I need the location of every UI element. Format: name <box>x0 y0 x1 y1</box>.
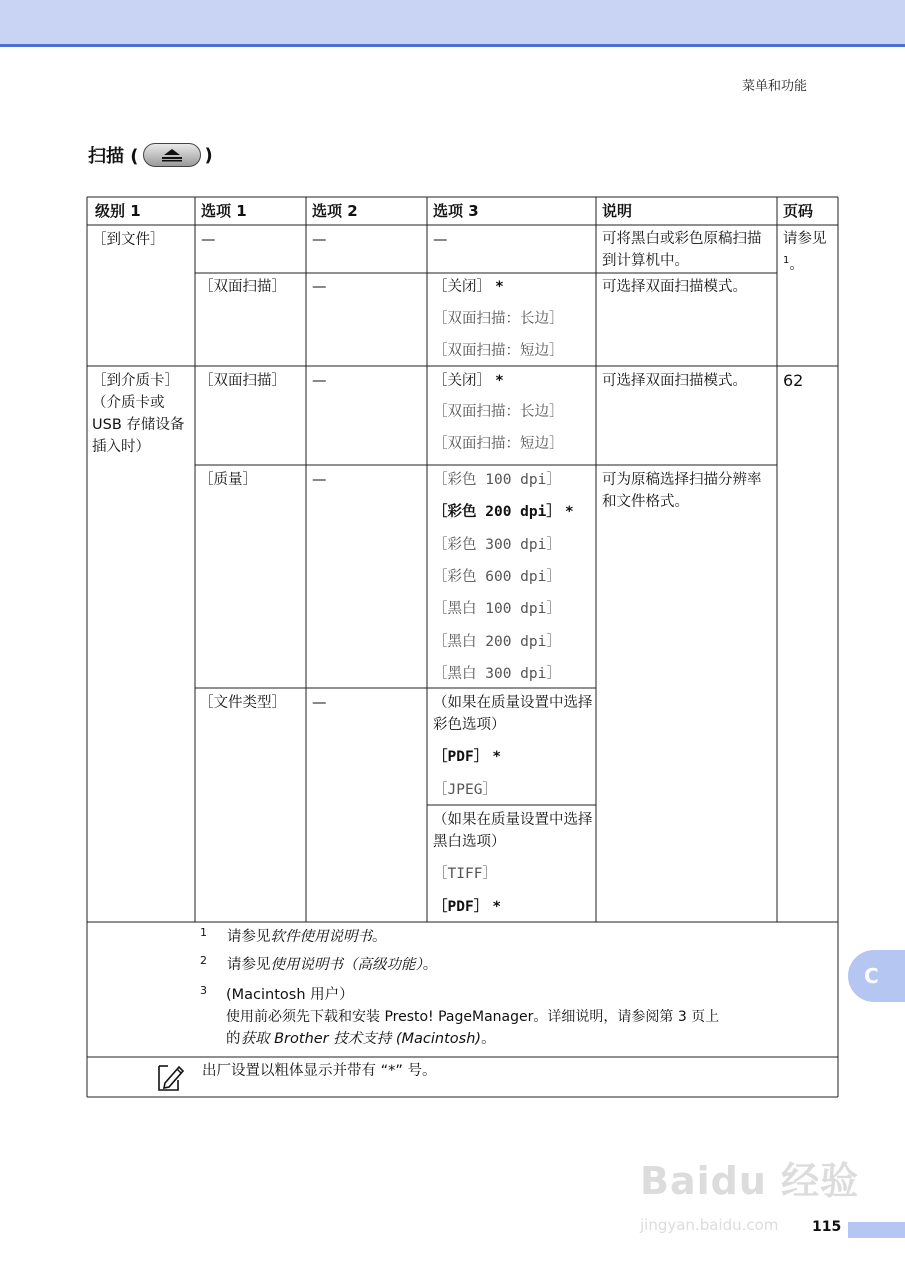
to-media-duplex-option: ［双面扫描］ <box>199 373 286 389</box>
footnote-1-post: 。 <box>372 929 387 945</box>
section-title-close: ) <box>204 144 213 166</box>
filetype-tiff: ［TIFF］ <box>433 866 497 882</box>
to-file-description: 可将黑白或彩色原稿扫描到计算机中。 <box>602 231 762 269</box>
watermark-url: jingyan.baidu.com <box>640 1216 779 1234</box>
footnote-2-pre: 请参见 <box>227 957 271 973</box>
quality-value: ［黑白 100 dpi］ <box>433 601 561 617</box>
filetype-option: ［文件类型］ <box>199 695 286 711</box>
footnote-1-number: 1 <box>200 926 207 939</box>
default-star: * <box>495 373 504 389</box>
quality-value: ［彩色 600 dpi］ <box>433 569 561 585</box>
level-to-media-label: ［到介质卡］ <box>92 373 179 389</box>
chapter-tab <box>848 950 905 1002</box>
header-option2: 选项 2 <box>312 202 358 220</box>
quality-description: 可为原稿选择扫描分辨率和文件格式。 <box>602 472 762 510</box>
to-file-page <box>783 228 833 276</box>
quality-value: ［彩色 300 dpi］ <box>433 537 561 553</box>
to-media-duplex-short: ［双面扫描：短边］ <box>433 436 564 452</box>
quality-value: ［彩色 100 dpi］ <box>433 472 561 488</box>
to-file-page-text: 请参见 <box>783 231 827 247</box>
filetype-pdf2-default <box>433 896 500 918</box>
default-star: * <box>492 899 501 915</box>
to-file-duplex-short: ［双面扫描：短边］ <box>433 343 564 359</box>
to-media-duplex-description: 可选择双面扫描模式。 <box>602 373 747 389</box>
note-text: 出厂设置以粗体显示并带有 “*” 号。 <box>202 1063 437 1079</box>
to-media-duplex-option2: — <box>312 373 327 389</box>
footnote-3-link-title: 获取 Brother 技术支持 (Macintosh) <box>240 1031 482 1047</box>
header-description: 说明 <box>602 202 633 220</box>
level-to-file: ［到文件］ <box>92 232 165 248</box>
quality-option2: — <box>312 472 327 488</box>
to-media-duplex-off-label: ［关闭］ <box>433 373 491 389</box>
quality-value: ［黑白 200 dpi］ <box>433 634 561 650</box>
filetype-bw-note: （如果在质量设置中选择黑白选项） <box>433 812 593 850</box>
to-file-page-end: 。 <box>789 256 804 273</box>
footnote-3-number: 3 <box>200 984 207 997</box>
footnote-1-pre: 请参见 <box>227 929 271 945</box>
footnote-3 <box>200 984 832 1050</box>
footnote-3-pre: 的 <box>226 1031 241 1047</box>
to-file-duplex-off <box>433 276 503 298</box>
filetype-color-note: （如果在质量设置中选择彩色选项） <box>433 695 593 733</box>
header-option1: 选项 1 <box>201 202 247 220</box>
level-to-media <box>92 370 192 458</box>
top-band <box>0 0 905 47</box>
header-level1: 级别 1 <box>95 202 141 220</box>
footnote-3-line1: (Macintosh 用户） <box>226 987 354 1003</box>
header-option3: 选项 3 <box>433 202 479 220</box>
footnote-2-number: 2 <box>200 954 207 967</box>
to-file-duplex-long: ［双面扫描：长边］ <box>433 311 564 327</box>
quality-value-default-label: ［彩色 200 dpi］ <box>433 504 561 520</box>
default-star: * <box>495 279 504 295</box>
note-pencil-icon <box>156 1062 186 1092</box>
filetype-pdf-label: ［PDF］ <box>433 749 489 765</box>
header-page: 页码 <box>783 202 814 220</box>
to-file-duplex-option: ［双面扫描］ <box>199 279 286 295</box>
watermark-brand: Baidu 经验 <box>640 1159 860 1203</box>
scan-key-icon <box>143 143 201 167</box>
quality-value-default <box>433 501 573 523</box>
footnote-3-line2: 使用前必须先下载和安装 Presto! PageManager。详细说明，请参阅第 3 页上 <box>226 1009 720 1025</box>
to-media-duplex-long: ［双面扫描：长边］ <box>433 404 564 420</box>
page-number: 115 <box>812 1219 842 1235</box>
level-to-media-condition: （介质卡或 USB 存储设备插入时） <box>92 395 185 455</box>
chapter-tab-label: C <box>864 964 879 988</box>
chapter-title: 菜单和功能 <box>741 79 807 94</box>
to-file-duplex-option2: — <box>312 279 327 295</box>
default-star: * <box>565 504 574 520</box>
footnote-1-title: 软件使用说明书 <box>270 929 372 945</box>
section-title <box>88 142 213 168</box>
to-file-page-sup: 1 <box>783 255 790 266</box>
to-file-option3: — <box>433 232 448 248</box>
filetype-pdf2-label: ［PDF］ <box>433 899 489 915</box>
footnote-1 <box>200 926 830 948</box>
footnote-3-post: 。 <box>481 1031 496 1047</box>
to-media-duplex-off <box>433 370 503 392</box>
page-number-bar <box>848 1222 905 1238</box>
footnote-2-post: 。 <box>422 957 438 973</box>
footnote-2-title: 使用说明书（高级功能） <box>270 957 423 973</box>
filetype-jpeg: ［JPEG］ <box>433 782 497 798</box>
to-file-duplex-off-label: ［关闭］ <box>433 279 491 295</box>
default-star: * <box>492 749 501 765</box>
filetype-pdf-default <box>433 746 500 768</box>
to-file-option2: — <box>312 232 327 248</box>
to-file-option1: — <box>201 232 216 248</box>
section-title-text: 扫描 ( <box>88 146 139 167</box>
quality-value: ［黑白 300 dpi］ <box>433 666 561 682</box>
to-media-page: 62 <box>783 371 804 390</box>
quality-option: ［质量］ <box>199 472 257 488</box>
footnote-2 <box>200 954 830 976</box>
filetype-option2: — <box>312 695 327 711</box>
to-file-duplex-description: 可选择双面扫描模式。 <box>602 279 747 295</box>
